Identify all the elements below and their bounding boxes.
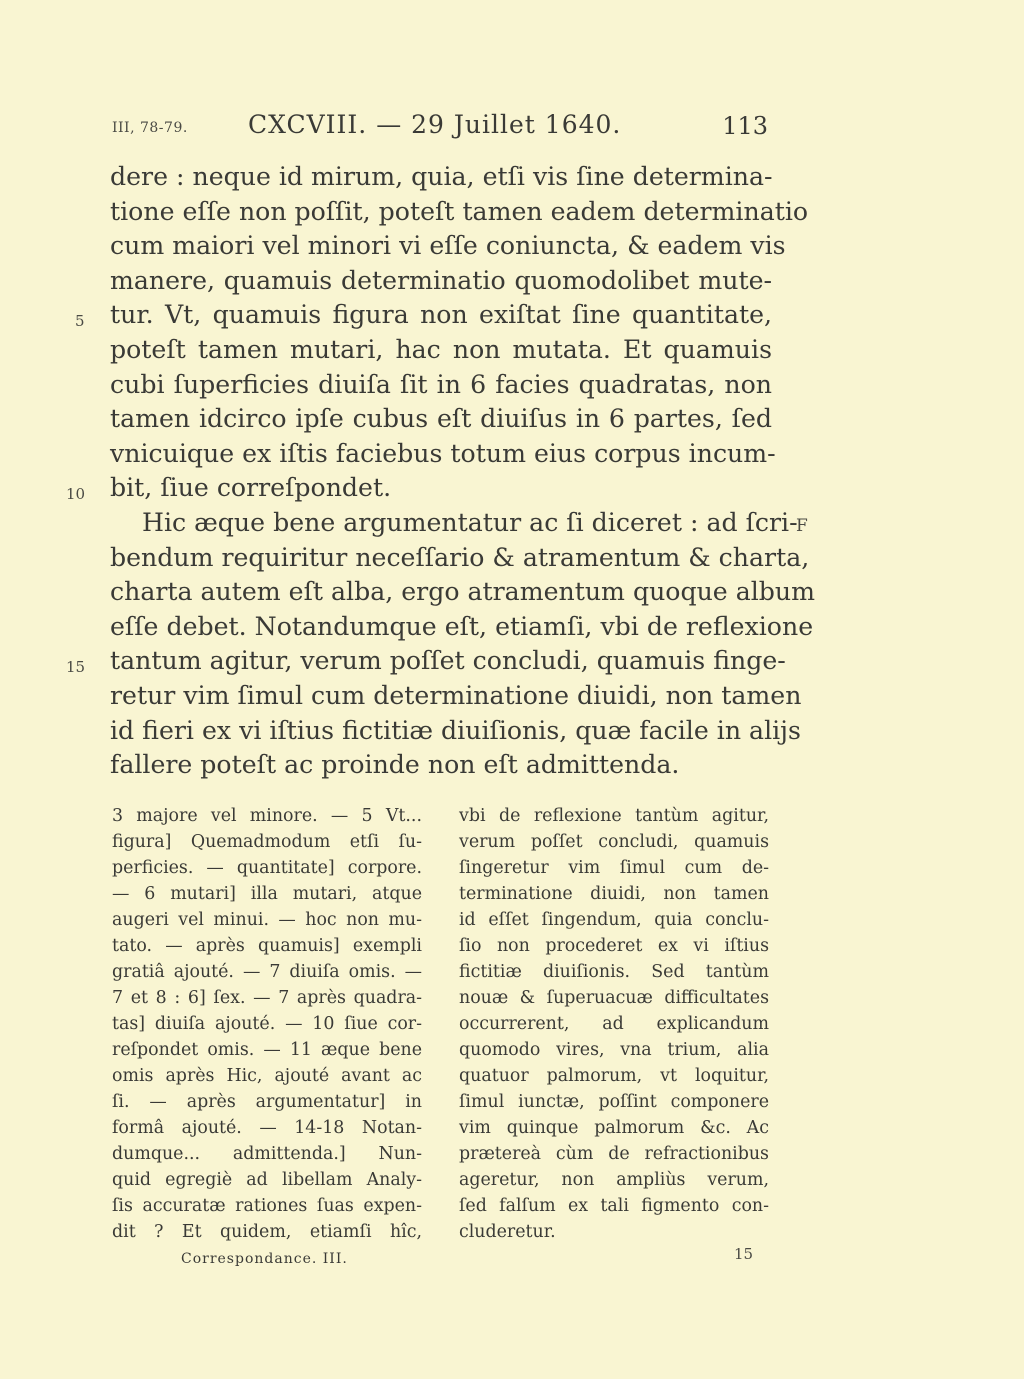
line-number-10: 10 [66,485,86,503]
signature-mark: Correspondance. III. [181,1251,348,1267]
footnote-line: 7 et 8 : 6] ſex. — 7 après quadra- [112,988,422,1008]
text-line: bit, ſiue correſpondet. [110,473,392,503]
footnote-line: tato. — après quamuis] exempli [112,936,422,956]
text-line: fallere poteſt ac proinde non eſt admittenda. [110,750,680,780]
footnote-line: ageretur, non ampliùs verum, [459,1170,769,1190]
footnote-line: cluderetur. [459,1222,556,1242]
footnote-line: augeri vel minui. — hoc non mu- [112,910,422,930]
footnote-line: verum poſſet concludi, quamuis [459,832,769,852]
footnote-line: occurrerent, ad explicandum [459,1014,769,1034]
text-line: manere, quamuis determinatio quomodolibet mute- [110,265,772,295]
footnote-line: omis après Hic, ajouté avant ac [112,1066,422,1086]
text-line: id fieri ex vi iſtius fictitiæ diuiſionis, quæ facile in alijs [110,715,801,745]
text-line: Hic æque bene argumentatur ac ſi diceret : ad ſcri- [142,507,798,537]
footnote-line: vim quinque palmorum &c. Ac [459,1118,769,1138]
footnote-line: dit ? Et quidem, etiamſi hîc, [112,1222,422,1242]
volume-reference: III, 78-79. [112,120,188,136]
text-line: bendum requiritur neceſſario & atramentum & charta, [110,542,810,572]
footnote-line: gratiâ ajouté. — 7 diuiſa omis. — [112,962,422,982]
text-line: tamen idcirco ipſe cubus eſt diuiſus in 6 partes, ſed [110,404,772,434]
text-line: cubi ſuperficies diuiſa ſit in 6 facies quadratas, non [110,369,772,399]
footnote-line: reſpondet omis. — 11 æque bene [112,1040,422,1060]
footnote-line: 3 majore vel minore. — 5 Vt... [112,806,422,826]
footnote-line: dumque... admittenda.] Nun- [112,1144,422,1164]
footnote-line: id eſſet ſingendum, quia conclu- [459,910,769,930]
text-line: tione eſſe non poſſit, poteſt tamen eadem determinatio [110,196,809,226]
footnote-line: quid egregiè ad libellam Analy- [112,1170,422,1190]
text-line: cum maiori vel minori vi eſſe coniuncta, & eadem vis [110,231,786,261]
footnotes-right-column [459,803,769,1245]
main-text [110,160,816,783]
footnote-line: quomodo vires, vna trium, alia [459,1040,769,1060]
text-line: eſſe debet. Notandumque eſt, etiamſi, vbi de reflexione [110,611,814,641]
text-line: vnicuique ex iſtis faciebus totum eius corpus incum- [110,438,776,468]
footnote-line: prætereà cùm de refractionibus [459,1144,769,1164]
margin-page-marker: F [796,516,808,536]
footnote-line: — 6 mutari] illa mutari, atque [112,884,422,904]
line-number-15: 15 [66,658,86,676]
footnote-line: quatuor palmorum, vt loquitur, [459,1066,769,1086]
footnote-line: nouæ & ſuperuacuæ difficultates [459,988,769,1008]
footnote-line: terminatione diuidi, non tamen [459,884,769,904]
footnote-line: vbi de reflexione tantùm agitur, [459,806,769,826]
footnote-line: ſis accuratæ rationes ſuas expen- [112,1196,422,1216]
footnote-line: ſed falſum ex tali figmento con- [459,1196,769,1216]
page-number: 113 [722,112,768,140]
footnote-line: formâ ajouté. — 14-18 Notan- [112,1118,422,1138]
footnote-line: fictitiæ diuiſionis. Sed tantùm [459,962,769,982]
footnote-line: tas] diuiſa ajouté. — 10 ſiue cor- [112,1014,422,1034]
text-line: tantum agitur, verum poſſet concludi, quamuis finge- [110,646,786,676]
text-line: tur. Vt, quamuis figura non exiſtat ſine quantitate, [110,300,772,330]
footnotes-left-column [112,803,422,1245]
footnote-line: ſio non procederet ex vi iſtius [459,936,769,956]
letter-heading: CXCVIII. — 29 Juillet 1640. [248,110,622,139]
footnote-line: perficies. — quantitate] corpore. [112,858,422,878]
text-line: dere : neque id mirum, quia, etſi vis ſine determina- [110,162,773,191]
footnote-line: figura] Quemadmodum etſi ſu- [112,832,422,852]
line-number-5: 5 [75,312,85,330]
footnote-line: ſimul iunctæ, poſſint componere [459,1092,769,1112]
footnote-line: ſingeretur vim ſimul cum de- [459,858,769,878]
text-line: charta autem eſt alba, ergo atramentum quoque album [110,577,816,607]
text-line: retur vim ſimul cum determinatione diuidi, non tamen [110,680,802,710]
footnote-line: ſi. — après argumentatur] in [112,1092,422,1112]
sheet-number: 15 [734,1245,754,1263]
text-line: poteſt tamen mutari, hac non mutata. Et quamuis [110,334,772,364]
